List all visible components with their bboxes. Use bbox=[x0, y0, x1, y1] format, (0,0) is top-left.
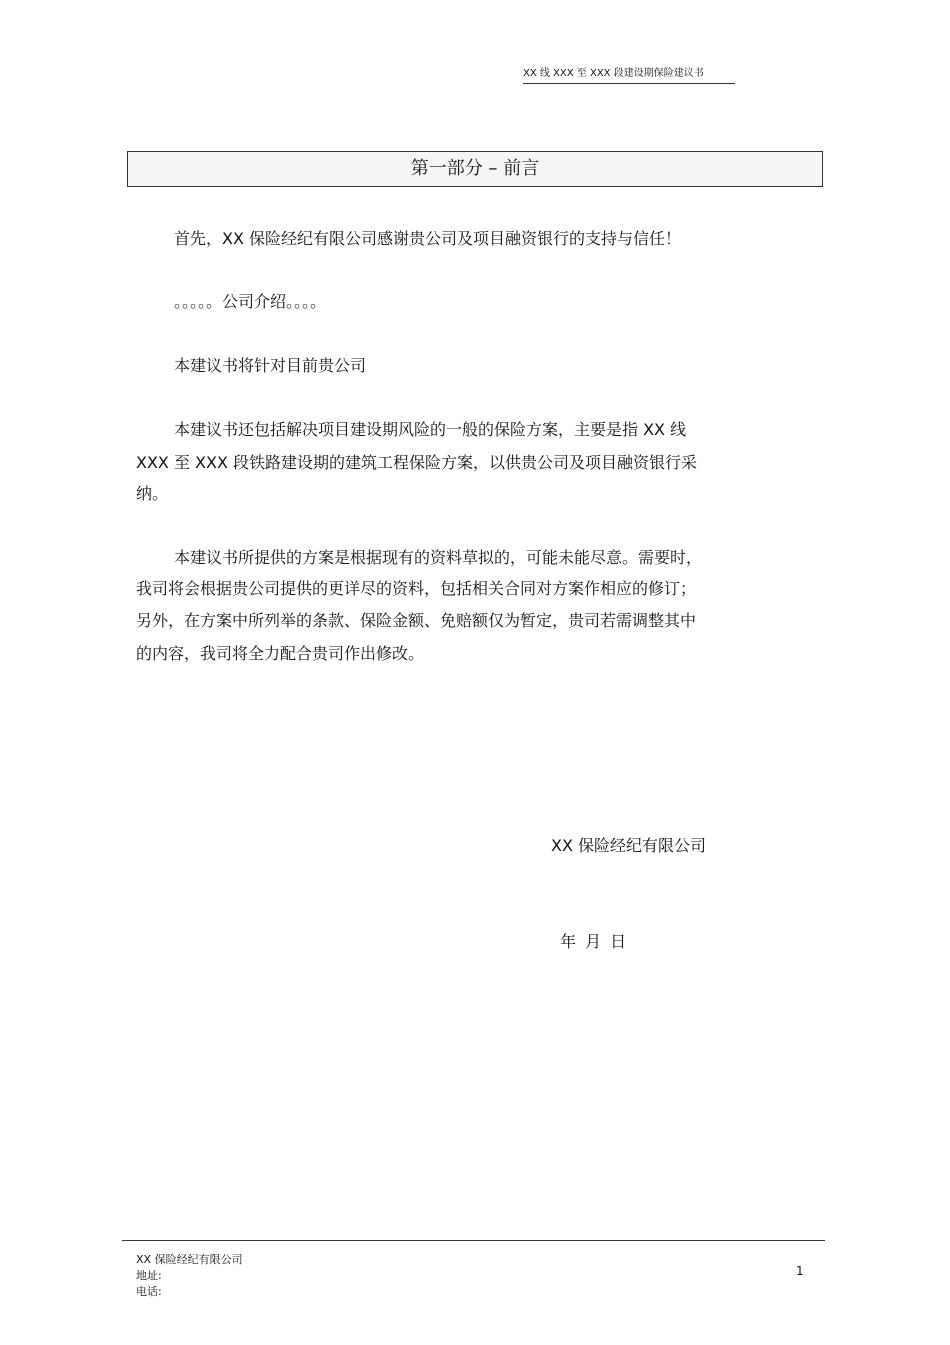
page-number: 1 bbox=[796, 1264, 804, 1278]
paragraph-thanks: 首先，XX 保险经纪有限公司感谢贵公司及项目融资银行的支持与信任！ bbox=[174, 229, 682, 248]
footer-company: XX 保险经纪有限公司 bbox=[136, 1253, 243, 1266]
paragraph-disclaimer-line-1: 本建议书所提供的方案是根据现有的资料草拟的，可能未能尽意。需要时， bbox=[174, 548, 703, 567]
signature-date: 年 月 日 bbox=[560, 932, 629, 951]
paragraph-disclaimer-line-3: 另外，在方案中所列举的条款、保险金额、免赔额仅为暂定，贵司若需调整其中 bbox=[136, 611, 697, 630]
running-header: XX 线 XXX 至 XXX 段建设期保险建议书 bbox=[523, 67, 735, 84]
footer-divider bbox=[122, 1240, 825, 1241]
paragraph-disclaimer-line-4: 的内容，我司将全力配合贵司作出修改。 bbox=[136, 644, 425, 663]
section-title: 第一部分 – 前言 bbox=[127, 151, 823, 187]
paragraph-company-intro: 。。。。。公司介绍。。。。 bbox=[174, 292, 327, 311]
footer-info bbox=[136, 1252, 243, 1300]
footer-phone-label: 电话: bbox=[136, 1285, 162, 1298]
footer-address-label: 地址: bbox=[136, 1269, 162, 1282]
paragraph-scope-line-2: XXX 至 XXX 段铁路建设期的建筑工程保险方案，以供贵公司及项目融资银行采 bbox=[136, 453, 698, 472]
paragraph-scope-line-3: 纳。 bbox=[136, 484, 169, 503]
paragraph-scope-line-1: 本建议书还包括解决项目建设期风险的一般的保险方案，主要是指 XX 线 bbox=[174, 420, 687, 439]
paragraph-disclaimer-line-2: 我司将会根据贵公司提供的更详尽的资料，包括相关合同对方案作相应的修订； bbox=[136, 579, 697, 598]
signature-company: XX 保险经纪有限公司 bbox=[551, 836, 707, 855]
paragraph-target: 本建议书将针对目前贵公司 bbox=[174, 356, 367, 375]
